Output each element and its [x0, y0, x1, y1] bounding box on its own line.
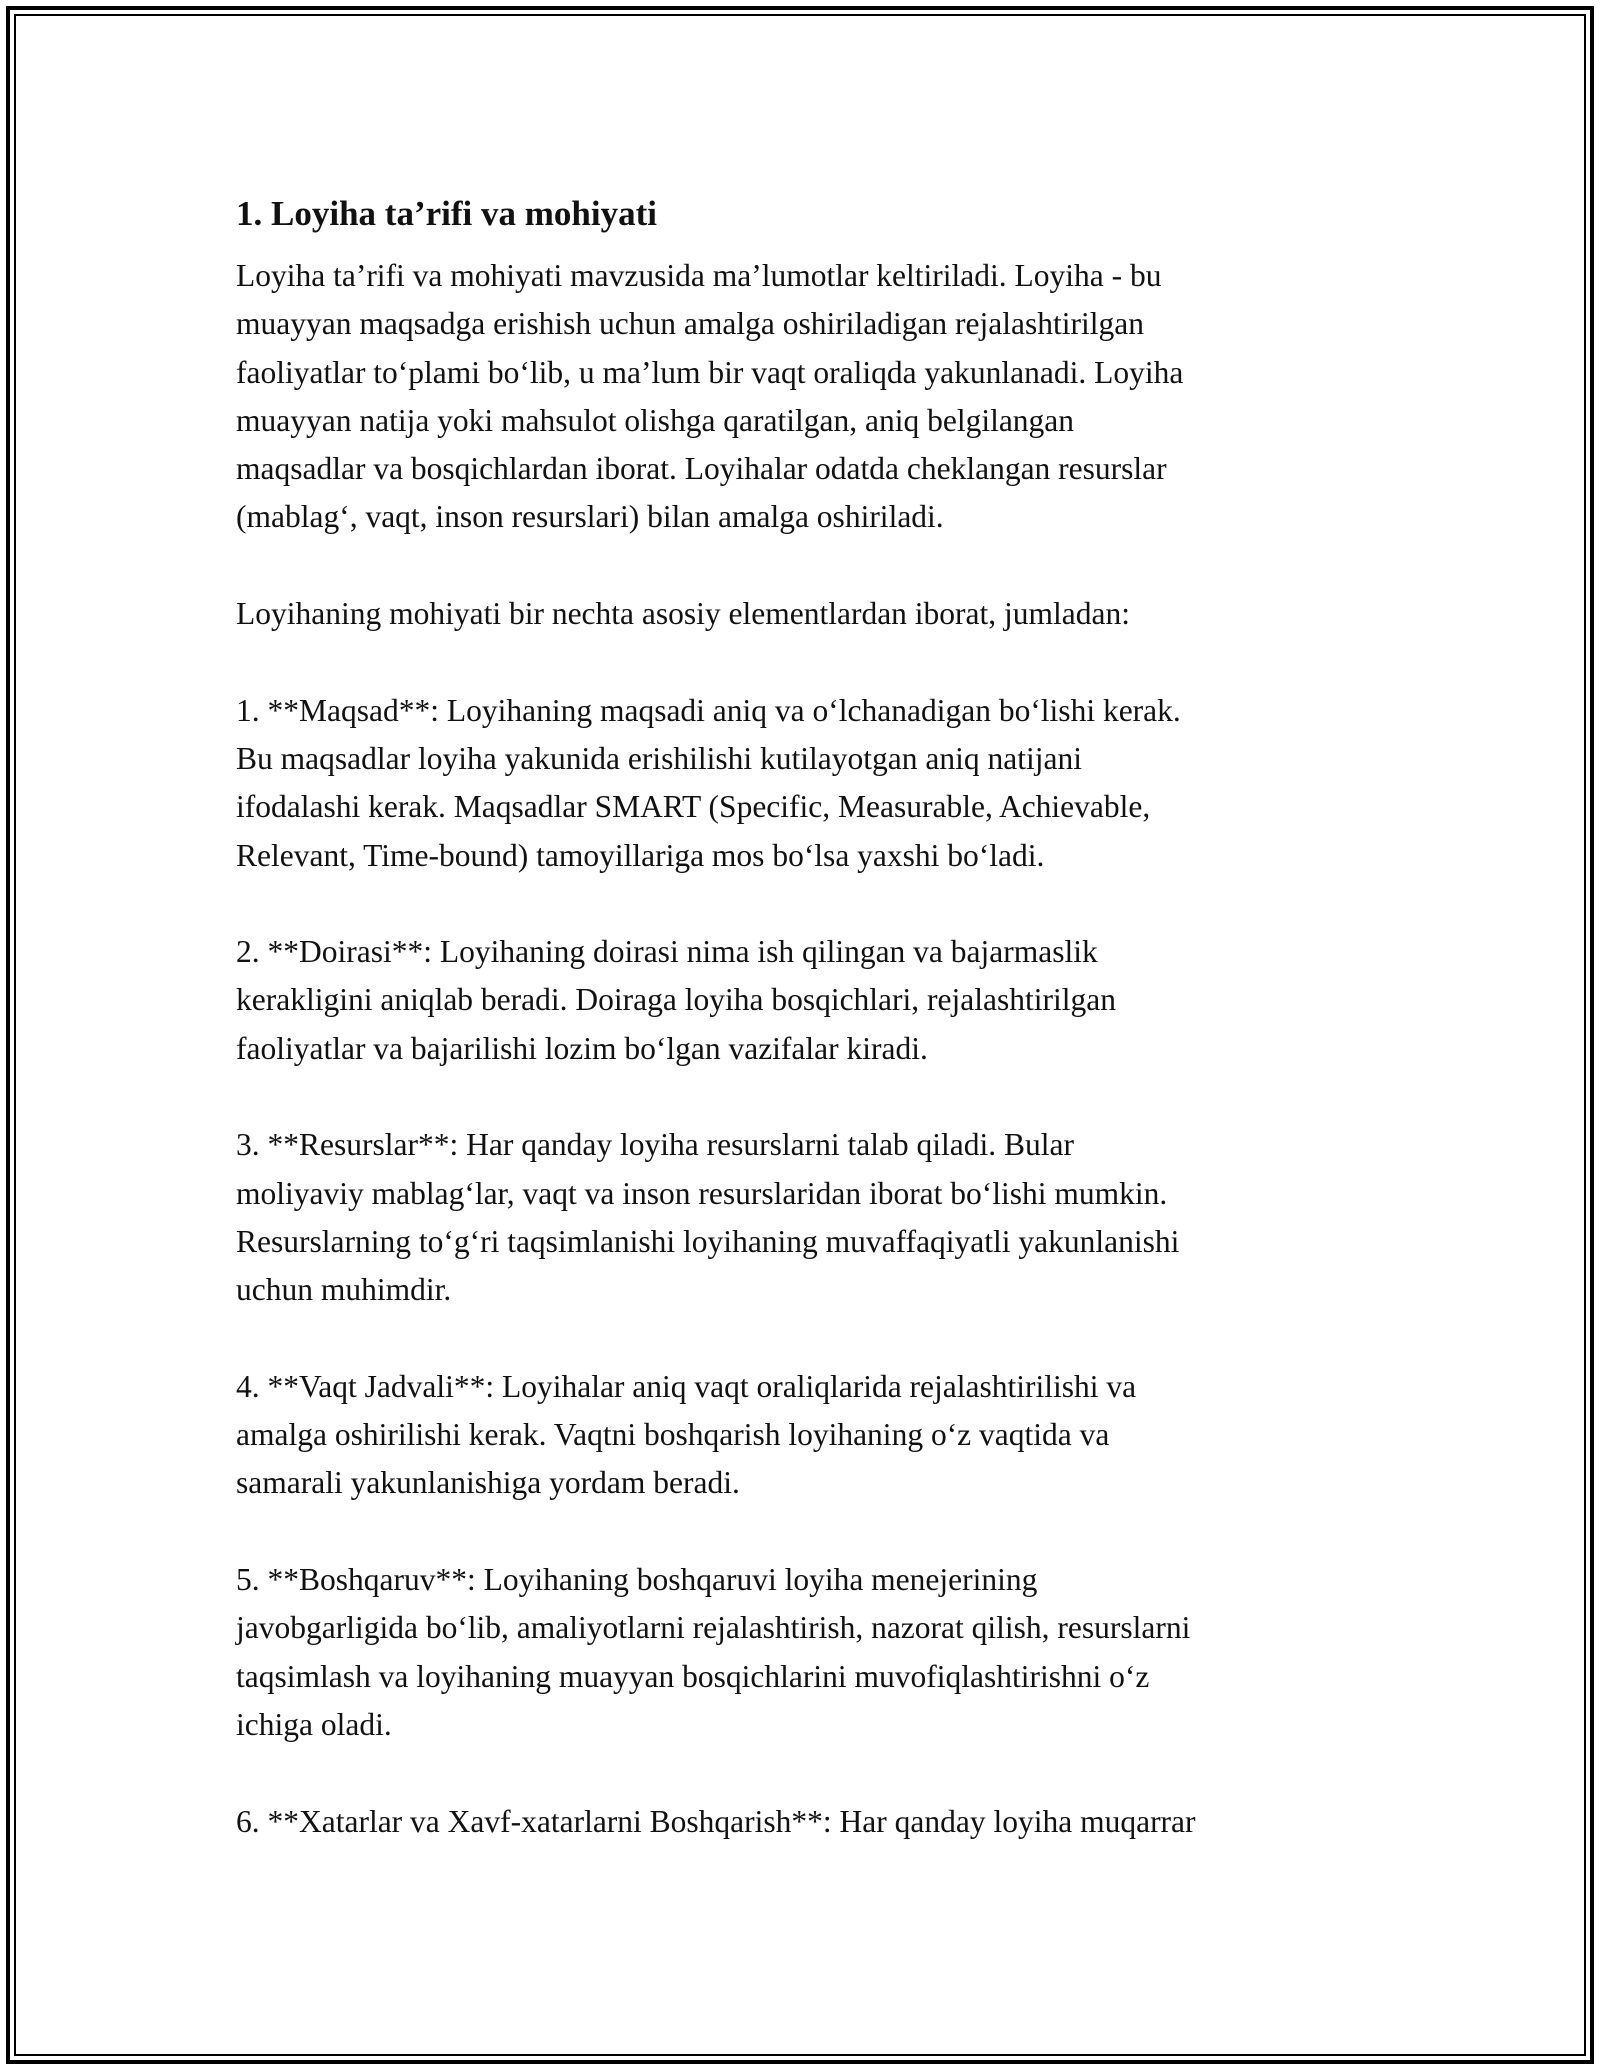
list-item-resurslar: 3. **Resurslar**: Har qanday loyiha resurslarni talab qiladi. Bular moliyaviy mablag‘lar, vaqt va inson resurslaridan iborat bo‘lishi mumkin. Resurslarning to‘g‘ri taqsimlanishi loyihaning muvaffaqiyatli yakunlanishi uchun muhimdir.	[236, 1127, 1180, 1308]
document-body	[236, 186, 1364, 1894]
list-item-doirasi: 2. **Doirasi**: Loyihaning doirasi nima ish qilingan va bajarmaslik kerakligini aniqlab beradi. Doiraga loyiha bosqichlari, rejalashtirilgan faoliyatlar va bajarilishi lozim bo‘lgan vazifalar kiradi.	[236, 934, 1116, 1066]
elements-intro-paragraph: Loyihaning mohiyati bir nechta asosiy elementlardan iborat, jumladan:	[236, 596, 1130, 632]
list-item-maqsad: 1. **Maqsad**: Loyihaning maqsadi aniq va o‘lchanadigan bo‘lishi kerak. Bu maqsadlar loyiha yakunida erishilishi kutilayotgan aniq natijani ifodalashi kerak. Maqsadlar SMART (Specific, Measurable, Achievable, Relevant, Time-bound) tamoyillariga mos bo‘lsa yaxshi bo‘ladi.	[236, 692, 1181, 873]
intro-paragraph: Loyiha ta’rifi va mohiyati mavzusida ma’lumotlar keltiriladi. Loyiha - bu muayyan maqsadga erishish uchun amalga oshiriladigan rejalashtirilgan faoliyatlar to‘plami bo‘lib, u ma’lum bir vaqt oraliqda yakunlanadi. Loyiha muayyan natija yoki mahsulot olishga qaratilgan, aniq belgilangan maqsadlar va bosqichlardan iborat. Loyihalar odatda cheklangan resurslar (mablag‘, vaqt, inson resurslari) bilan amalga oshiriladi.	[236, 258, 1184, 535]
list-item-xatarlar: 6. **Xatarlar va Xavf-xatarlarni Boshqarish**: Har qanday loyiha muqarrar	[236, 1803, 1196, 1839]
section-heading: 1. Loyiha ta’rifi va mohiyati	[236, 194, 657, 233]
list-item-vaqt-jadvali: 4. **Vaqt Jadvali**: Loyihalar aniq vaqt oraliqlarida rejalashtirilishi va amalga oshirilishi kerak. Vaqtni boshqarish loyihaning o‘z vaqtida va samarali yakunlanishiga yordam beradi.	[236, 1368, 1137, 1501]
list-item-boshqaruv: 5. **Boshqaruv**: Loyihaning boshqaruvi loyiha menejerining javobgarligida bo‘lib, amaliyotlarni rejalashtirish, nazorat qilish, resurslarni taqsimlash va loyihaning muayyan bosqichlarini muvofiqlashtirishni o‘z ichiga oladi.	[236, 1562, 1191, 1742]
